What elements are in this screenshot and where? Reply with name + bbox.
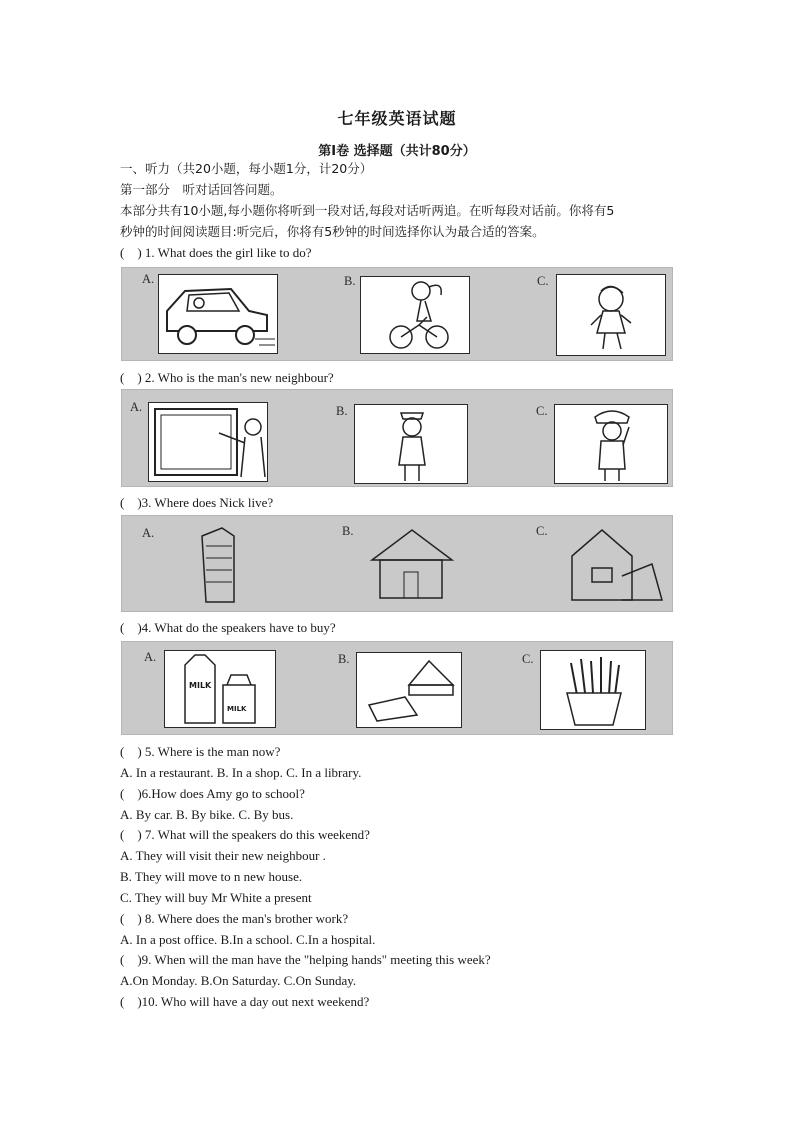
question-9-options: A.On Monday. B.On Saturday. C.On Sunday.	[120, 973, 357, 988]
option-b-label: B.	[344, 274, 356, 288]
part-heading: 第一部分 听对话回答问题。	[120, 182, 283, 197]
option-c-label: C.	[522, 652, 534, 666]
buildings-drawings	[122, 516, 674, 613]
question-4: ( )4. What do the speakers have to buy?	[120, 620, 336, 635]
sandwich-picture	[356, 652, 462, 728]
car-icon	[159, 275, 279, 355]
option-a-label: A.	[144, 650, 157, 664]
question-9: ( )9. When will the man have the "helping hands" meeting this week?	[120, 952, 491, 967]
page-title: 七年级英语试题	[337, 109, 457, 128]
option-b-label: B.	[338, 652, 350, 666]
french-fries-icon	[541, 651, 647, 731]
nurse-icon	[355, 405, 469, 485]
option-c-label: C.	[537, 274, 549, 288]
walking-girl-picture	[556, 274, 666, 356]
question-8-options: A. In a post office. B.In a school. C.In a hospital.	[120, 932, 376, 947]
sandwich-icon	[357, 653, 463, 729]
question-8: ( ) 8. Where does the man's brother work?	[120, 911, 349, 926]
milk-label: MILK	[189, 681, 212, 690]
question-2: ( ) 2. Who is the man's new neighbour?	[120, 370, 334, 385]
milk-carton-icon	[165, 651, 277, 729]
teacher-icon	[149, 403, 269, 483]
option-b-label: B.	[336, 404, 348, 418]
question-4-pictures	[121, 641, 673, 735]
instructions-line-2: 秒钟的时间阅读题目:听完后，你将有5秒钟的时间选择你认为最合适的答案。	[120, 224, 545, 239]
teacher-picture	[148, 402, 268, 482]
question-1-pictures	[121, 267, 673, 361]
policeman-picture	[554, 404, 668, 484]
option-b-label: B.	[342, 524, 354, 538]
nurse-picture	[354, 404, 468, 484]
option-c-label: C.	[536, 404, 548, 418]
option-c-label: C.	[536, 524, 548, 538]
fries-picture	[540, 650, 646, 730]
question-6: ( )6.How does Amy go to school?	[120, 786, 305, 801]
girl-riding-bike-icon	[361, 277, 471, 355]
milk-label: MILK	[227, 705, 247, 713]
girl-walking-icon	[557, 275, 667, 357]
question-6-options: A. By car. B. By bike. C. By bus.	[120, 807, 294, 822]
question-7-option-a: A. They will visit their new neighbour .	[120, 848, 326, 863]
option-a-label: A.	[142, 526, 155, 540]
listening-heading: 一、听力（共20小题，每小题1分，计20分）	[120, 161, 373, 176]
question-7-option-b: B. They will move to n new house.	[120, 869, 303, 884]
question-3-pictures	[121, 515, 673, 612]
milk-picture	[164, 650, 276, 728]
question-5-options: A. In a restaurant. B. In a shop. C. In a library.	[120, 765, 362, 780]
question-5: ( ) 5. Where is the man now?	[120, 744, 281, 759]
question-7: ( ) 7. What will the speakers do this weekend?	[120, 827, 370, 842]
question-2-pictures	[121, 389, 673, 487]
question-1: ( ) 1. What does the girl like to do?	[120, 245, 312, 260]
option-a-label: A.	[142, 272, 155, 286]
section-subtitle: 第Ⅰ卷 选择题（共计80分）	[318, 144, 476, 159]
bike-picture	[360, 276, 470, 354]
policeman-icon	[555, 405, 669, 485]
instructions-line-1: 本部分共有10小题,每小题你将听到一段对话,每段对话听两追。在听每段对话前。你将有5	[120, 203, 615, 218]
question-3: ( )3. Where does Nick live?	[120, 495, 274, 510]
question-10: ( )10. Who will have a day out next weekend?	[120, 994, 370, 1009]
question-7-option-c: C. They will buy Mr White a present	[120, 890, 312, 905]
option-a-label: A.	[130, 400, 143, 414]
car-picture	[158, 274, 278, 354]
